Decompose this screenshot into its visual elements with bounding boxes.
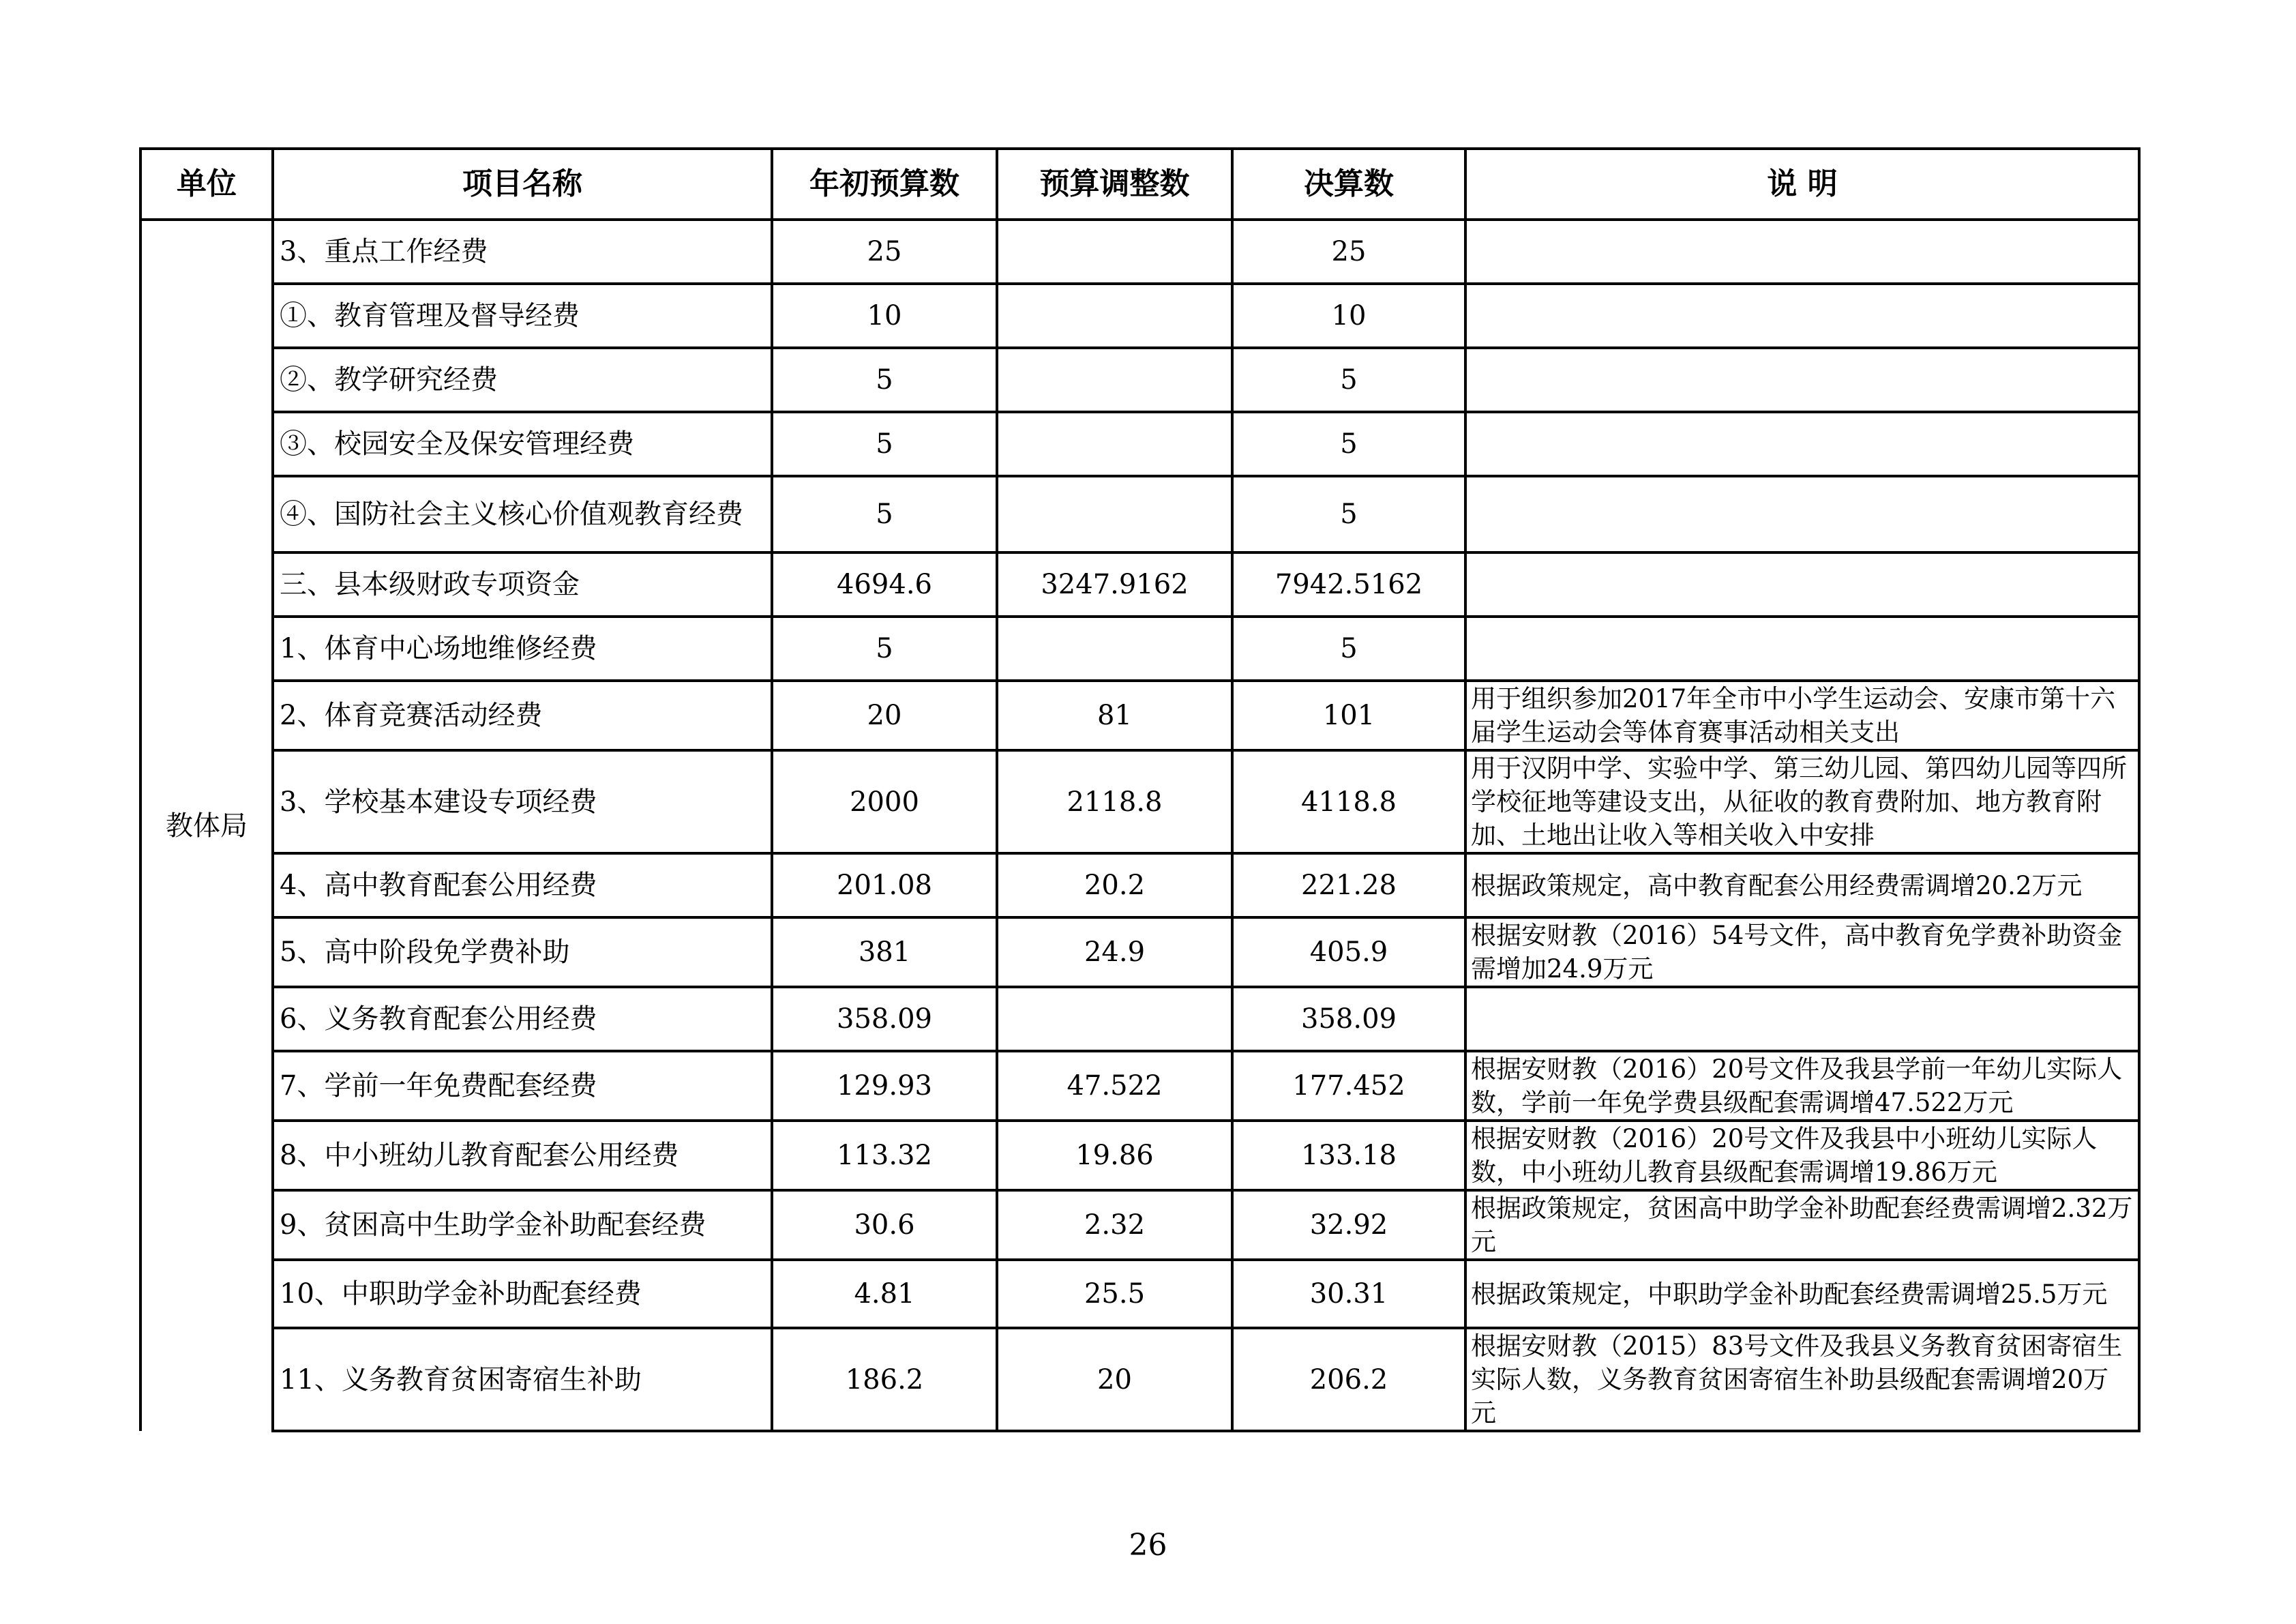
note: 根据政策规定，高中教育配套公用经费需调增20.2万元 [1465,853,2139,917]
table-row [140,284,2139,348]
budget-adjustment: 24.9 [997,917,1232,987]
initial-budget: 129.93 [772,1051,997,1121]
project-name: ①、教育管理及督导经费 [273,284,772,348]
table-row [140,348,2139,412]
project-name: 3、学校基本建设专项经费 [273,750,772,853]
project-name: 三、县本级财政专项资金 [273,552,772,617]
initial-budget: 5 [772,412,997,476]
initial-budget: 358.09 [772,987,997,1051]
final-amount: 32.92 [1232,1190,1465,1260]
note: 根据安财教（2016）54号文件，高中教育免学费补助资金需增加24.9万元 [1465,917,2139,987]
initial-budget: 4.81 [772,1260,997,1328]
budget-adjustment [997,412,1232,476]
final-amount: 206.2 [1232,1328,1465,1431]
unit-cell: 教体局 [140,220,273,1431]
initial-budget: 10 [772,284,997,348]
initial-budget: 4694.6 [772,552,997,617]
project-name: ②、教学研究经费 [273,348,772,412]
note [1465,412,2139,476]
final-amount: 5 [1232,348,1465,412]
project-name: 7、学前一年免费配套经费 [273,1051,772,1121]
project-name: 10、中职助学金补助配套经费 [273,1260,772,1328]
initial-budget: 5 [772,617,997,681]
budget-adjustment [997,284,1232,348]
project-name: 3、重点工作经费 [273,220,772,284]
budget-adjustment: 2.32 [997,1190,1232,1260]
final-amount: 177.452 [1232,1051,1465,1121]
budget-adjustment: 2118.8 [997,750,1232,853]
note: 根据安财教（2016）20号文件及我县学前一年幼儿实际人数，学前一年免学费县级配套需调增47.522万元 [1465,1051,2139,1121]
final-amount: 405.9 [1232,917,1465,987]
note [1465,552,2139,617]
budget-adjustment: 47.522 [997,1051,1232,1121]
table-row [140,681,2139,750]
header-initial-budget: 年初预算数 [772,149,997,220]
table-header-row [140,149,2139,220]
project-name: ④、国防社会主义核心价值观教育经费 [273,476,772,552]
final-amount: 358.09 [1232,987,1465,1051]
initial-budget: 186.2 [772,1328,997,1431]
note [1465,220,2139,284]
budget-adjustment: 20.2 [997,853,1232,917]
project-name: 11、义务教育贫困寄宿生补助 [273,1328,772,1431]
initial-budget: 113.32 [772,1121,997,1190]
budget-adjustment: 3247.9162 [997,552,1232,617]
note [1465,284,2139,348]
note: 根据安财教（2016）20号文件及我县中小班幼儿实际人数，中小班幼儿教育县级配套需调增19.86万元 [1465,1121,2139,1190]
table-row [140,412,2139,476]
budget-adjustment [997,220,1232,284]
final-amount: 7942.5162 [1232,552,1465,617]
note: 根据政策规定，贫困高中助学金补助配套经费需调增2.32万元 [1465,1190,2139,1260]
table-row [140,917,2139,987]
final-amount: 10 [1232,284,1465,348]
budget-adjustment: 20 [997,1328,1232,1431]
budget-adjustment: 19.86 [997,1121,1232,1190]
project-name: 6、义务教育配套公用经费 [273,987,772,1051]
initial-budget: 30.6 [772,1190,997,1260]
table-row [140,987,2139,1051]
budget-adjustment [997,617,1232,681]
page-number: 26 [1129,1528,1167,1563]
note: 根据政策规定，中职助学金补助配套经费需调增25.5万元 [1465,1260,2139,1328]
budget-table [139,147,2141,1432]
note [1465,617,2139,681]
table-row [140,1260,2139,1328]
project-name: 4、高中教育配套公用经费 [273,853,772,917]
budget-adjustment: 25.5 [997,1260,1232,1328]
initial-budget: 20 [772,681,997,750]
final-amount: 5 [1232,412,1465,476]
initial-budget: 5 [772,476,997,552]
project-name: 8、中小班幼儿教育配套公用经费 [273,1121,772,1190]
budget-adjustment: 81 [997,681,1232,750]
budget-adjustment [997,987,1232,1051]
budget-adjustment [997,476,1232,552]
header-note: 说 明 [1465,149,2139,220]
table-row [140,750,2139,853]
table-row [140,220,2139,284]
table-row [140,1328,2139,1431]
initial-budget: 25 [772,220,997,284]
table-row [140,1190,2139,1260]
table-row [140,552,2139,617]
initial-budget: 2000 [772,750,997,853]
note [1465,348,2139,412]
note [1465,987,2139,1051]
note [1465,476,2139,552]
table-row [140,1121,2139,1190]
initial-budget: 201.08 [772,853,997,917]
table-row [140,1051,2139,1121]
table-row [140,476,2139,552]
project-name: 9、贫困高中生助学金补助配套经费 [273,1190,772,1260]
project-name: 2、体育竞赛活动经费 [273,681,772,750]
header-budget-adjustment: 预算调整数 [997,149,1232,220]
header-unit: 单位 [140,149,273,220]
note: 根据安财教（2015）83号文件及我县义务教育贫困寄宿生实际人数，义务教育贫困寄宿生补助县级配套需调增20万元 [1465,1328,2139,1431]
project-name: 5、高中阶段免学费补助 [273,917,772,987]
final-amount: 5 [1232,617,1465,681]
note: 用于汉阴中学、实验中学、第三幼儿园、第四幼儿园等四所学校征地等建设支出，从征收的教育费附加、地方教育附加、土地出让收入等相关收入中安排 [1465,750,2139,853]
initial-budget: 381 [772,917,997,987]
table-row [140,617,2139,681]
note: 用于组织参加2017年全市中小学生运动会、安康市第十六届学生运动会等体育赛事活动相关支出 [1465,681,2139,750]
initial-budget: 5 [772,348,997,412]
budget-adjustment [997,348,1232,412]
final-amount: 4118.8 [1232,750,1465,853]
final-amount: 133.18 [1232,1121,1465,1190]
header-final-amount: 决算数 [1232,149,1465,220]
project-name: ③、校园安全及保安管理经费 [273,412,772,476]
final-amount: 30.31 [1232,1260,1465,1328]
header-project-name: 项目名称 [273,149,772,220]
table-row [140,853,2139,917]
final-amount: 101 [1232,681,1465,750]
project-name: 1、体育中心场地维修经费 [273,617,772,681]
final-amount: 25 [1232,220,1465,284]
final-amount: 5 [1232,476,1465,552]
final-amount: 221.28 [1232,853,1465,917]
